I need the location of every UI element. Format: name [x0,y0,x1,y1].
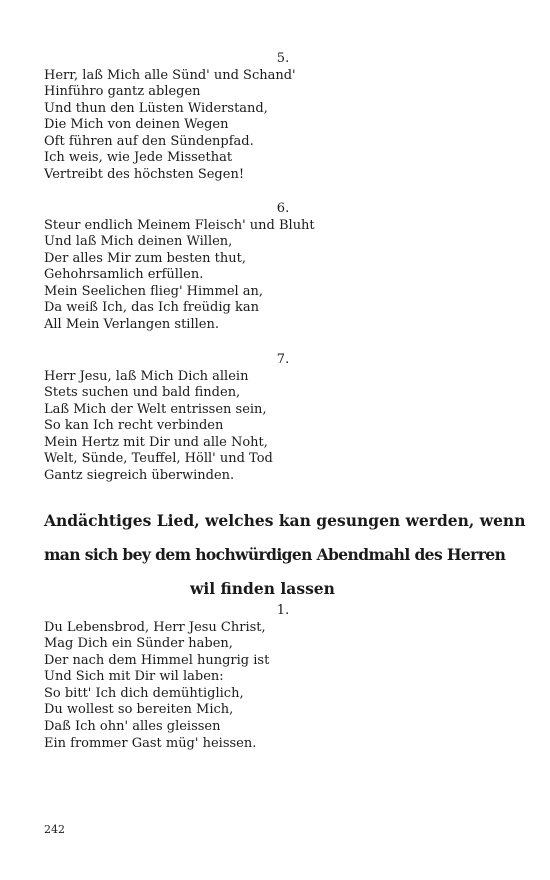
verse-line: Laß Mich der Welt entrissen sein, [44,401,267,417]
verse-line: Herr, laß Mich alle Sünd' und Schand' [44,67,296,83]
verse-line: Du wollest so bereiten Mich, [44,702,234,718]
verse-line: Ich weis, wie Jede Missethat [44,150,233,166]
stanza-1 [44,603,514,752]
verse-line: Mein Hertz mit Dir und alle Noht, [44,434,268,450]
verse-line: Herr Jesu, laß Mich Dich allein [44,368,249,384]
stanza-5 [44,51,514,184]
verse-line: Mag Dich ein Sünder haben, [44,636,233,652]
verse-line: Und laß Mich deinen Willen, [44,234,233,250]
stanza-number: 5. [276,51,290,66]
verse-line: Mein Seelichen flieg' Himmel an, [44,283,264,299]
verse-line: So kan Ich recht verbinden [44,418,224,434]
stanza-number: 7. [276,352,290,367]
verse-line: Der nach dem Himmel hungrig ist [44,652,270,668]
stanza-number: 6. [276,201,290,216]
verse-line: Daß Ich ohn' alles gleissen [44,719,221,735]
verse-line: Und Sich mit Dir wil laben: [44,669,224,685]
hymn-heading-line: Andächtiges Lied, welches kan gesungen werden, wenn [44,511,526,530]
stanza-6 [44,201,514,334]
verse-line: Vertreibt des höchsten Segen! [44,167,245,183]
page-number: 242 [44,823,65,836]
verse-line: Gehohrsamlich erfüllen. [44,267,204,283]
verse-line: Und thun den Lüsten Widerstand, [44,100,268,116]
hymn-heading-line: wil finden lassen [190,579,335,598]
stanza-number: 1. [276,603,290,618]
verse-line: Der alles Mir zum besten thut, [44,250,246,266]
verse-line: All Mein Verlangen stillen. [44,317,219,333]
verse-line: Welt, Sünde, Teuffel, Höll' und Tod [44,451,273,467]
verse-line: So bitt' Ich dich demühtiglich, [44,685,244,701]
verse-line: Steur endlich Meinem Fleisch' und Bluht [44,217,315,233]
verse-line: Gantz siegreich überwinden. [44,468,235,484]
verse-line: Stets suchen und bald finden, [44,385,241,401]
verse-line: Da weiß Ich, das Ich freüdig kan [44,300,259,316]
verse-line: Du Lebensbrod, Herr Jesu Christ, [44,619,266,635]
verse-line: Oft führen auf den Sündenpfad. [44,133,254,149]
verse-line: Ein frommer Gast müg' heissen. [44,735,257,751]
verse-line: Die Mich von deinen Wegen [44,117,229,133]
stanza-7 [44,352,514,485]
hymn-heading-line: man sich bey dem hochwürdigen Abendmahl des Herren [44,545,506,564]
verse-line: Hinführo gantz ablegen [44,84,201,100]
